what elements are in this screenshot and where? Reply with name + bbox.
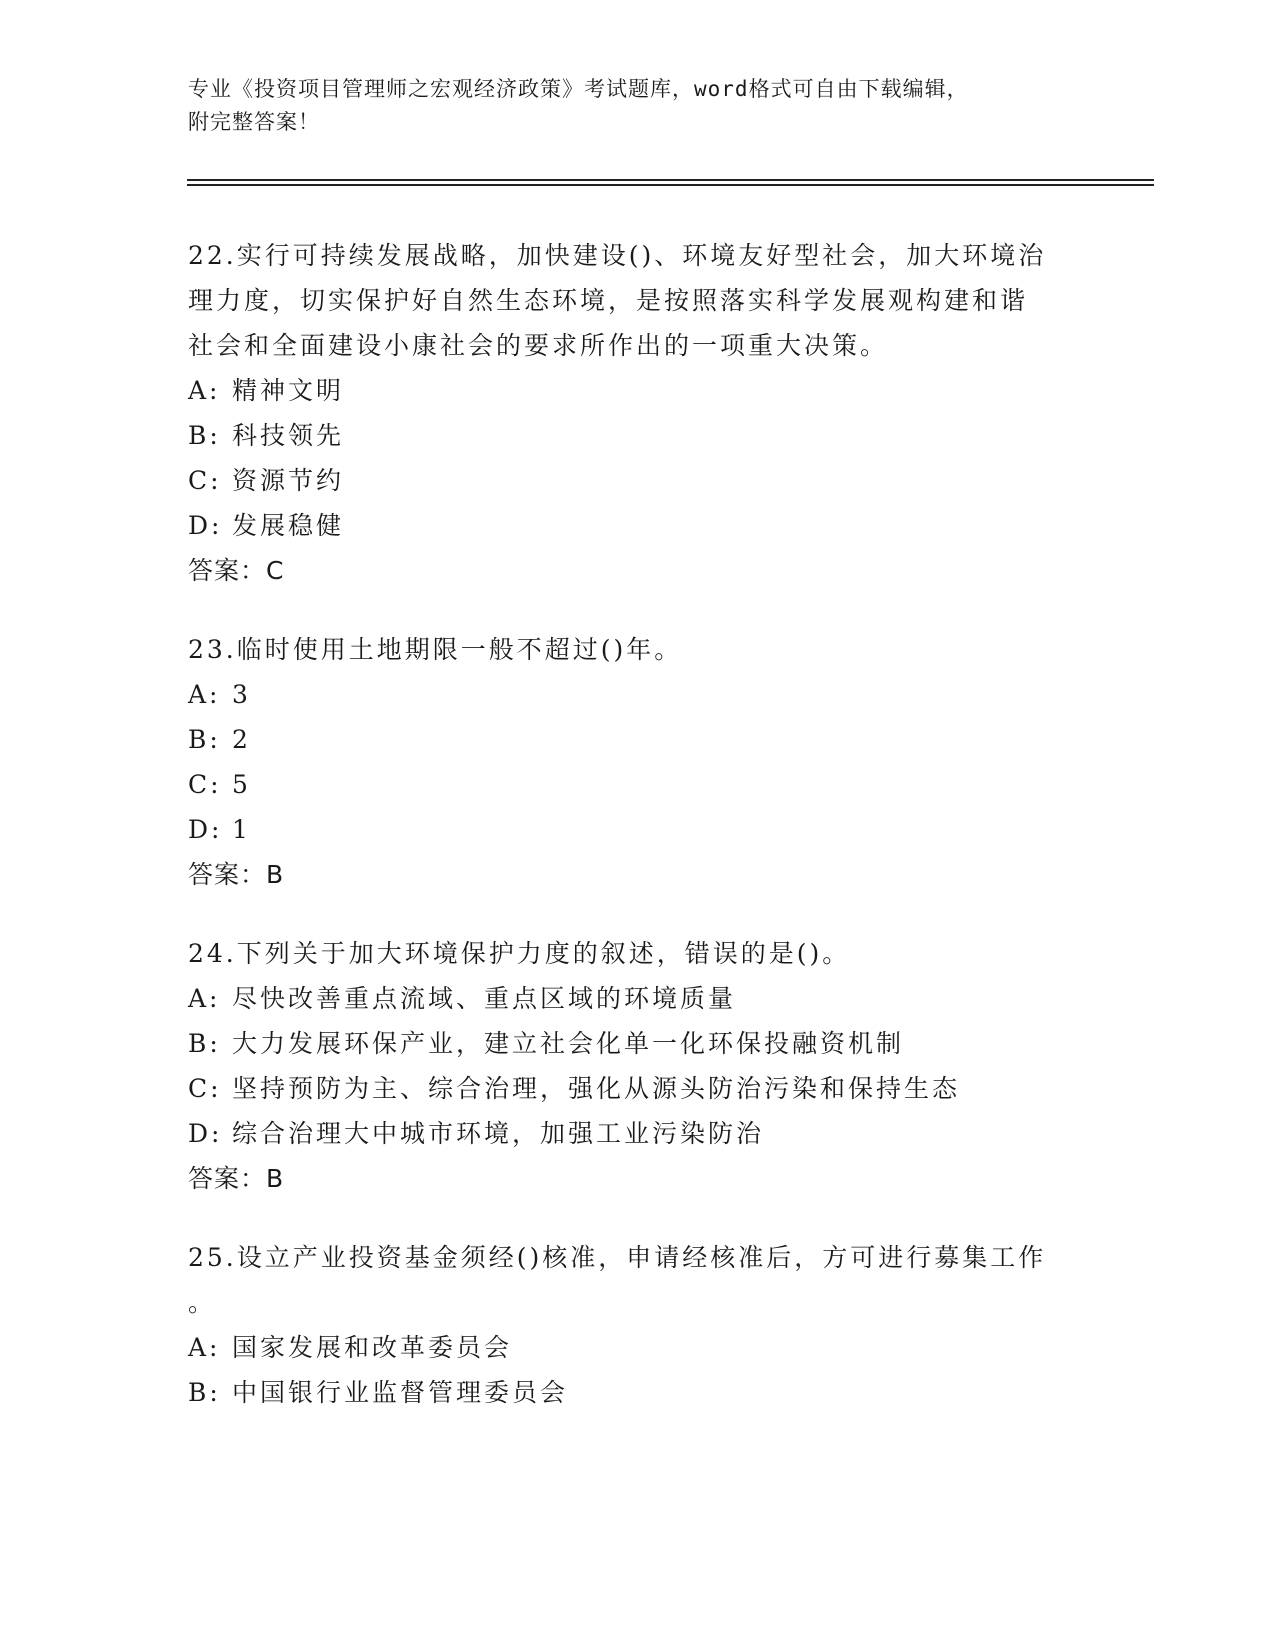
stem-line: 23.临时使用土地期限一般不超过()年。: [188, 635, 683, 664]
option-text: 精神文明: [232, 376, 345, 405]
option-text: 1: [232, 815, 251, 844]
option-c: [188, 458, 1088, 503]
option-text: 综合治理大中城市环境，加强工业污染防治: [232, 1119, 765, 1148]
option-a: [188, 1325, 1088, 1370]
option-c: [188, 1066, 1088, 1111]
stem-line: 24.下列关于加大环境保护力度的叙述，错误的是()。: [188, 939, 851, 968]
question-23: [188, 627, 1088, 897]
question-stem: [188, 627, 1088, 672]
question-22: [188, 233, 1088, 593]
answer: 答案：C: [188, 556, 285, 585]
option-b: [188, 1021, 1088, 1066]
option-letter: A:: [188, 680, 221, 709]
option-letter: B:: [188, 1378, 221, 1407]
option-a: [188, 672, 1088, 717]
question-stem: [188, 1235, 1088, 1325]
option-letter: C:: [188, 466, 222, 495]
answer: 答案：B: [188, 1164, 285, 1193]
document-header: [188, 73, 1088, 139]
question-25: [188, 1235, 1088, 1415]
stem-line: 25.设立产业投资基金须经()核准，申请经核准后，方可进行募集工作: [188, 1243, 1047, 1272]
header-divider-bottom: [187, 184, 1154, 186]
option-text: 5: [232, 770, 251, 799]
option-text: 科技领先: [232, 421, 345, 450]
option-text: 大力发展环保产业，建立社会化单一化环保投融资机制: [232, 1029, 905, 1058]
option-letter: C:: [188, 1074, 222, 1103]
option-text: 3: [232, 680, 251, 709]
option-d: [188, 1111, 1088, 1156]
question-stem: [188, 233, 1088, 368]
option-c: [188, 762, 1088, 807]
option-letter: D:: [188, 815, 223, 844]
option-b: [188, 1370, 1088, 1415]
option-letter: B:: [188, 1029, 221, 1058]
stem-line: 社会和全面建设小康社会的要求所作出的一项重大决策。: [188, 331, 889, 360]
option-letter: A:: [188, 984, 221, 1013]
option-letter: A:: [188, 1333, 221, 1362]
question-list: [188, 233, 1088, 1449]
option-letter: D:: [188, 1119, 223, 1148]
header-line-1: 专业《投资项目管理师之宏观经济政策》考试题库，word格式可自由下载编辑，: [188, 77, 969, 101]
option-b: [188, 717, 1088, 762]
option-text: 发展稳健: [232, 511, 345, 540]
stem-line: 22.实行可持续发展战略，加快建设()、环境友好型社会，加大环境治: [188, 241, 1047, 270]
question-24: [188, 931, 1088, 1201]
option-text: 坚持预防为主、综合治理，强化从源头防治污染和保持生态: [232, 1074, 961, 1103]
option-text: 中国银行业监督管理委员会: [232, 1378, 569, 1407]
question-stem: [188, 931, 1088, 976]
option-letter: D:: [188, 511, 223, 540]
option-letter: A:: [188, 376, 221, 405]
option-text: 国家发展和改革委员会: [232, 1333, 513, 1362]
option-letter: B:: [188, 421, 221, 450]
option-d: [188, 503, 1088, 548]
option-b: [188, 413, 1088, 458]
option-d: [188, 807, 1088, 852]
answer: 答案：B: [188, 860, 285, 889]
option-text: 尽快改善重点流域、重点区域的环境质量: [232, 984, 737, 1013]
option-letter: C:: [188, 770, 222, 799]
stem-line: 理力度，切实保护好自然生态环境，是按照落实科学发展观构建和谐: [188, 286, 1029, 315]
header-divider-top: [187, 179, 1154, 181]
option-text: 2: [232, 725, 251, 754]
option-a: [188, 976, 1088, 1021]
stem-line: 。: [188, 1288, 217, 1317]
option-text: 资源节约: [232, 466, 345, 495]
option-letter: B:: [188, 725, 221, 754]
option-a: [188, 368, 1088, 413]
header-line-2: 附完整答案！: [188, 110, 320, 134]
